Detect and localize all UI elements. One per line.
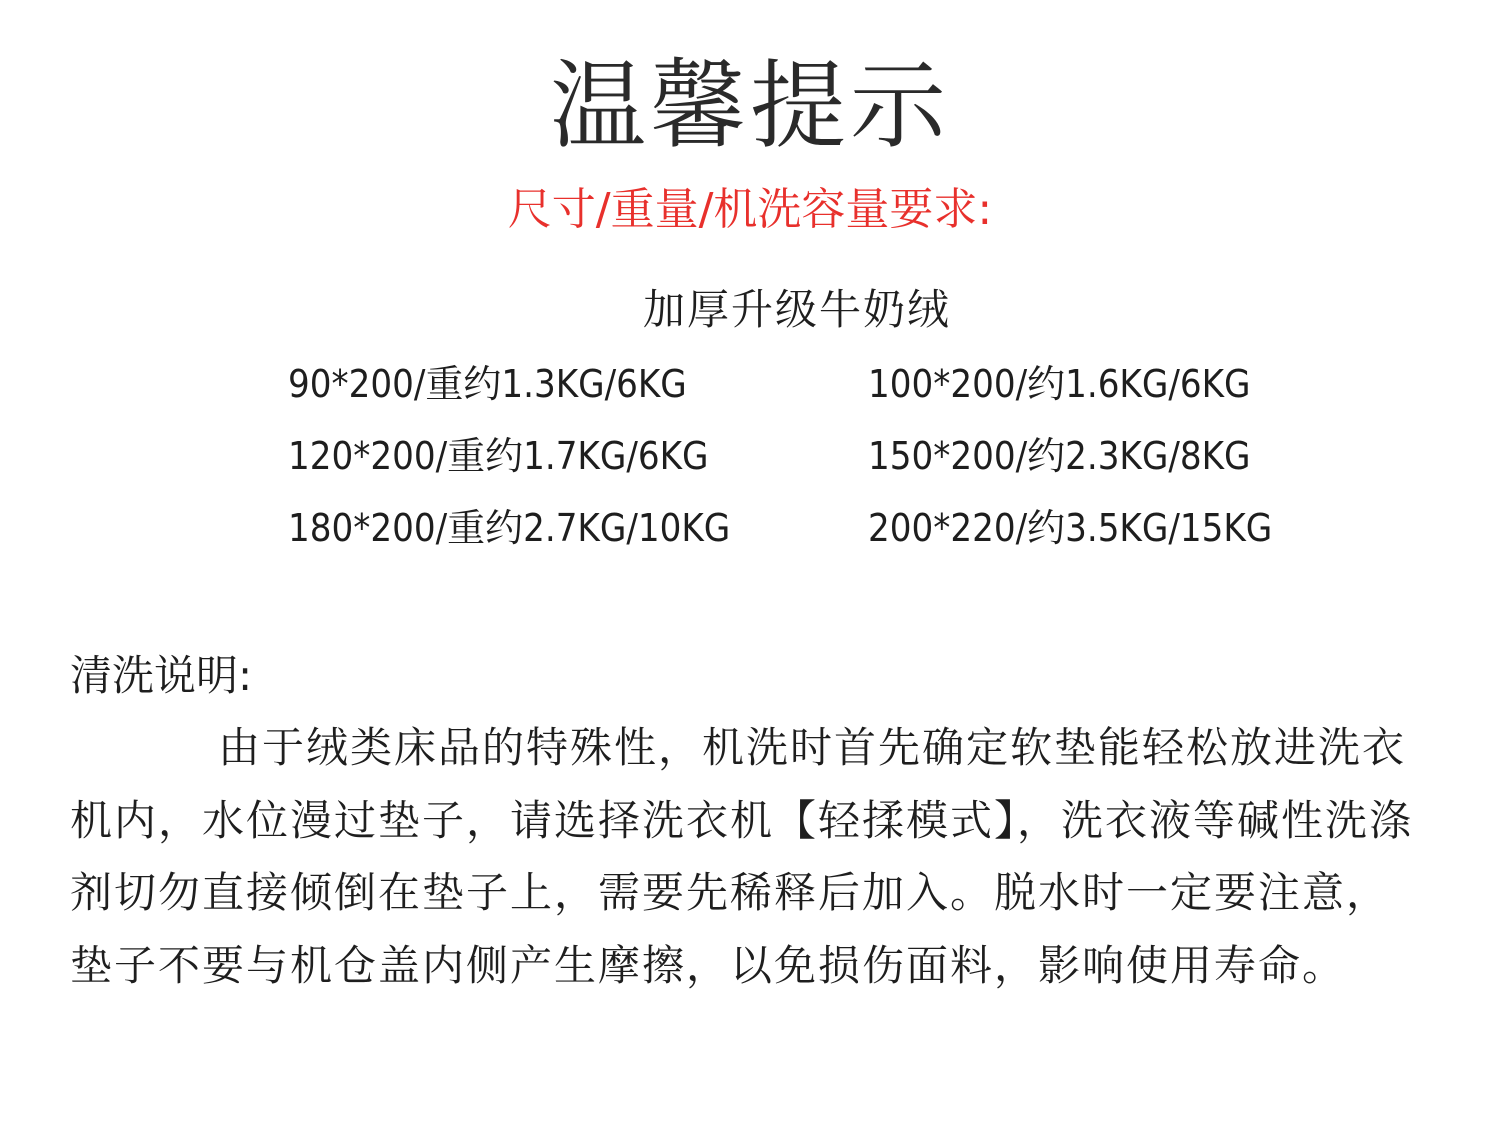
page-title: 温馨提示 <box>550 50 950 162</box>
washing-instructions-body: 由于绒类床品的特殊性，机洗时首先确定软垫能轻松放进洗衣机内，水位漫过垫子，请选择洗衣机【轻揉模式】，洗衣液等碱性洗涤剂切勿直接倾倒在垫子上，需要先稀释后加入。脱水时一定要注意，垫子不要与机仓盖内侧产生摩擦，以免损伤面料，影响使用寿命。 <box>70 723 1414 990</box>
spec-row <box>288 426 1428 498</box>
spec-list <box>288 354 1428 570</box>
spec-row <box>288 498 1428 570</box>
spec-item: 200*220/约3.5KG/15KG <box>868 506 1273 550</box>
spec-row <box>288 354 1428 426</box>
spec-item: 180*200/重约2.7KG/10KG <box>288 506 731 550</box>
spec-item: 90*200/重约1.3KG/6KG <box>288 362 687 406</box>
spec-item: 150*200/约2.3KG/8KG <box>868 434 1251 478</box>
spec-item: 100*200/约1.6KG/6KG <box>868 362 1251 406</box>
washing-instructions-title: 清洗说明: <box>70 651 253 700</box>
product-name: 加厚升级牛奶绒 <box>642 285 951 334</box>
size-requirement-subtitle: 尺寸/重量/机洗容量要求: <box>507 184 993 235</box>
spec-item: 120*200/重约1.7KG/6KG <box>288 434 709 478</box>
